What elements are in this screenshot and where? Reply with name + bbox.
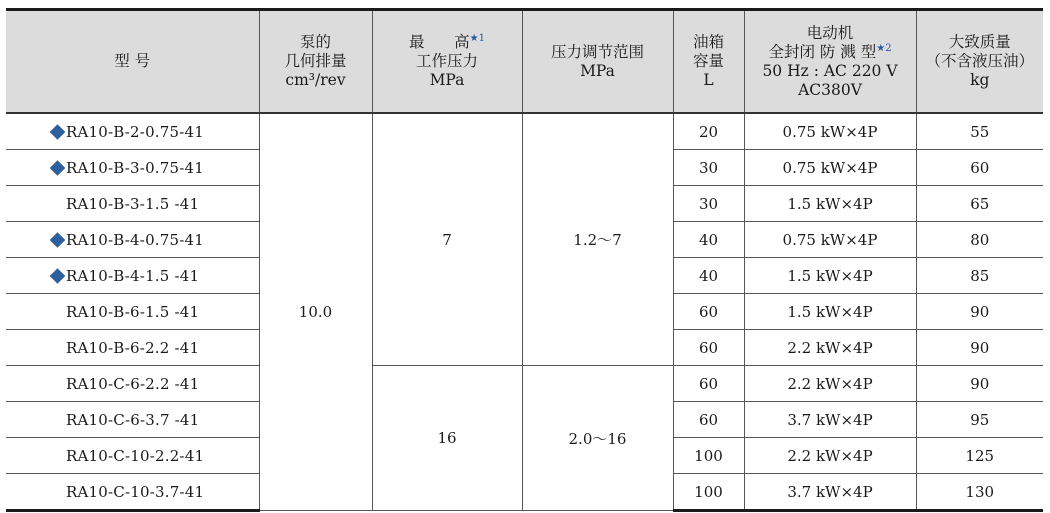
model-cell: RA10-B-6-1.5 -41	[6, 294, 259, 330]
header-max-pressure: 最 高$^{★1}$ 工作压力 MPa	[372, 10, 522, 114]
displacement-cell: 10.0	[259, 113, 372, 511]
mass-cell: 90	[916, 366, 1043, 402]
motor-cell: 1.5 kW×4P	[744, 258, 916, 294]
max-pressure-cell: 16	[372, 366, 522, 511]
motor-cell: 0.75 kW×4P	[744, 150, 916, 186]
table-body	[6, 113, 1043, 511]
mass-cell: 90	[916, 294, 1043, 330]
motor-cell: 0.75 kW×4P	[744, 222, 916, 258]
header-model: 型 号	[6, 10, 259, 114]
diamond-marker-icon	[50, 232, 66, 248]
header-tank-capacity: 油箱 容量 L	[673, 10, 744, 114]
mass-cell: 95	[916, 402, 1043, 438]
tank-capacity-cell: 60	[673, 366, 744, 402]
table-row	[6, 113, 1043, 150]
motor-cell: 2.2 kW×4P	[744, 330, 916, 366]
table-header	[6, 10, 1043, 114]
tank-capacity-cell: 40	[673, 222, 744, 258]
table-row	[6, 366, 1043, 402]
tank-capacity-cell: 20	[673, 113, 744, 150]
spec-table	[6, 8, 1043, 512]
model-cell: RA10-C-10-3.7-41	[6, 474, 259, 511]
tank-capacity-cell: 40	[673, 258, 744, 294]
motor-cell: 1.5 kW×4P	[744, 294, 916, 330]
model-cell: RA10-B-4-1.5 -41	[6, 258, 259, 294]
motor-cell: 2.2 kW×4P	[744, 366, 916, 402]
mass-cell: 60	[916, 150, 1043, 186]
model-cell: RA10-B-4-0.75-41	[6, 222, 259, 258]
tank-capacity-cell: 60	[673, 402, 744, 438]
model-cell: RA10-C-10-2.2-41	[6, 438, 259, 474]
mass-cell: 80	[916, 222, 1043, 258]
mass-cell: 85	[916, 258, 1043, 294]
model-cell: RA10-B-6-2.2 -41	[6, 330, 259, 366]
tank-capacity-cell: 30	[673, 150, 744, 186]
model-cell: RA10-B-3-0.75-41	[6, 150, 259, 186]
mass-cell: 65	[916, 186, 1043, 222]
motor-cell: 3.7 kW×4P	[744, 402, 916, 438]
pressure-range-cell: 1.2～7	[522, 113, 673, 366]
model-cell: RA10-C-6-2.2 -41	[6, 366, 259, 402]
tank-capacity-cell: 30	[673, 186, 744, 222]
header-displacement: 泵的 几何排量 cm³/rev	[259, 10, 372, 114]
star-note-1: ★1	[469, 32, 485, 44]
motor-cell: 3.7 kW×4P	[744, 474, 916, 511]
max-pressure-cell: 7	[372, 113, 522, 366]
tank-capacity-cell: 60	[673, 330, 744, 366]
header-mass: 大致质量 （不含液压油） kg	[916, 10, 1043, 114]
pressure-range-cell: 2.0～16	[522, 366, 673, 511]
unit-cm3-rev: cm³/rev	[285, 71, 346, 89]
header-motor: 电动机 全封闭 防 溅 型$^{★2}$ 50 Hz : AC 220 V AC380V	[744, 10, 916, 114]
diamond-marker-icon	[50, 124, 66, 140]
diamond-marker-icon	[50, 160, 66, 176]
star-note-2: ★2	[876, 42, 892, 54]
model-cell: RA10-B-2-0.75-41	[6, 113, 259, 150]
diamond-marker-icon	[50, 268, 66, 284]
tank-capacity-cell: 100	[673, 474, 744, 511]
model-cell: RA10-C-6-3.7 -41	[6, 402, 259, 438]
header-pressure-range: 压力调节范围 MPa	[522, 10, 673, 114]
motor-cell: 2.2 kW×4P	[744, 438, 916, 474]
motor-cell: 1.5 kW×4P	[744, 186, 916, 222]
tank-capacity-cell: 100	[673, 438, 744, 474]
model-cell: RA10-B-3-1.5 -41	[6, 186, 259, 222]
mass-cell: 125	[916, 438, 1043, 474]
mass-cell: 55	[916, 113, 1043, 150]
tank-capacity-cell: 60	[673, 294, 744, 330]
motor-cell: 0.75 kW×4P	[744, 113, 916, 150]
mass-cell: 90	[916, 330, 1043, 366]
mass-cell: 130	[916, 474, 1043, 511]
